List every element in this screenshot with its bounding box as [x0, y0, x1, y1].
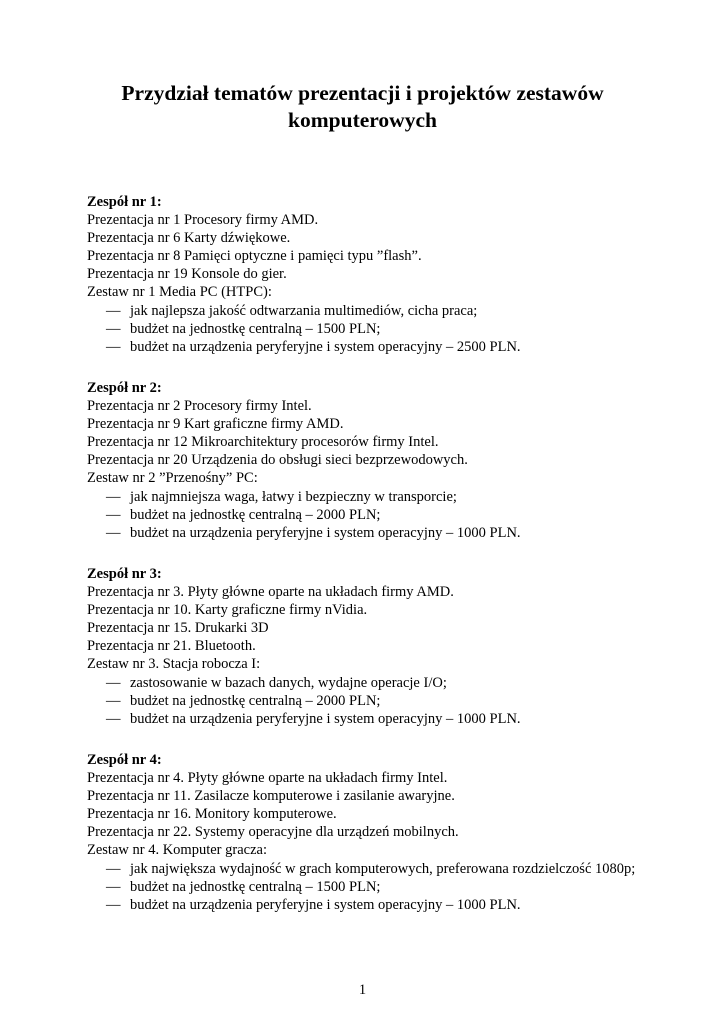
- presentation-item: Prezentacja nr 4. Płyty główne oparte na układach firmy Intel.: [87, 770, 448, 787]
- presentation-item: Prezentacja nr 3. Płyty główne oparte na układach firmy AMD.: [87, 584, 454, 601]
- dash-marker: —: [106, 506, 121, 523]
- requirement-text: budżet na jednostkę centralną – 1500 PLN;: [130, 878, 381, 895]
- presentation-item: Prezentacja nr 9 Kart graficzne firmy AMD.: [87, 416, 344, 433]
- presentation-item: Prezentacja nr 19 Konsole do gier.: [87, 266, 287, 283]
- presentation-item: Prezentacja nr 16. Monitory komputerowe.: [87, 806, 337, 823]
- dash-marker: —: [106, 896, 121, 913]
- team-heading: Zespół nr 4:: [87, 752, 162, 768]
- dash-marker: —: [106, 320, 121, 337]
- requirement-text: jak najlepsza jakość odtwarzania multimediów, cicha praca;: [130, 302, 478, 319]
- team-heading: Zespół nr 3:: [87, 566, 162, 582]
- requirement-item: [87, 674, 687, 692]
- page-number: 1: [358, 982, 367, 998]
- dash-marker: —: [106, 524, 121, 541]
- dash-marker: —: [106, 878, 121, 895]
- presentation-item: Prezentacja nr 8 Pamięci optyczne i pamięci typu ”flash”.: [87, 248, 422, 265]
- set-item: Zestaw nr 4. Komputer gracza:: [87, 842, 267, 859]
- team-heading: Zespół nr 1:: [87, 194, 162, 210]
- set-item: Zestaw nr 3. Stacja robocza I:: [87, 656, 261, 673]
- presentation-item: Prezentacja nr 21. Bluetooth.: [87, 638, 256, 655]
- requirement-item: [87, 320, 687, 338]
- presentation-item: Prezentacja nr 2 Procesory firmy Intel.: [87, 398, 312, 415]
- requirement-item: [87, 506, 687, 524]
- dash-marker: —: [106, 488, 121, 505]
- team-section-3: [87, 565, 687, 728]
- requirement-item: [87, 524, 687, 542]
- requirement-text: jak najmniejsza waga, łatwy i bezpieczny w transporcie;: [130, 488, 457, 505]
- team-section-2: [87, 379, 687, 542]
- presentation-item: Prezentacja nr 20 Urządzenia do obsługi sieci bezprzewodowych.: [87, 452, 468, 469]
- requirement-text: budżet na jednostkę centralną – 2000 PLN;: [130, 692, 381, 709]
- dash-marker: —: [106, 692, 121, 709]
- requirement-item: [87, 692, 687, 710]
- requirement-text: budżet na jednostkę centralną – 1500 PLN;: [130, 320, 381, 337]
- requirement-text: jak największa wydajność w grach komputerowych, preferowana rozdzielczość 1080p;: [130, 860, 636, 877]
- dash-marker: —: [106, 302, 121, 319]
- presentation-item: Prezentacja nr 11. Zasilacze komputerowe i zasilanie awaryjne.: [87, 788, 455, 805]
- requirement-item: [87, 860, 687, 878]
- requirement-text: budżet na urządzenia peryferyjne i system operacyjny – 2500 PLN.: [130, 338, 521, 355]
- requirement-item: [87, 878, 687, 896]
- requirement-text: budżet na urządzenia peryferyjne i system operacyjny – 1000 PLN.: [130, 710, 521, 727]
- title-line-1: Przydział tematów prezentacji i projektów zestawów: [121, 81, 604, 105]
- requirement-item: [87, 338, 687, 356]
- team-heading: Zespół nr 2:: [87, 380, 162, 396]
- requirement-item: [87, 896, 687, 914]
- title-line-2: komputerowych: [288, 108, 437, 132]
- document-title: [60, 80, 665, 134]
- team-section-4: [87, 751, 687, 914]
- presentation-item: Prezentacja nr 12 Mikroarchitektury procesorów firmy Intel.: [87, 434, 439, 451]
- set-item: Zestaw nr 2 ”Przenośny” PC:: [87, 470, 258, 487]
- team-section-1: [87, 193, 687, 356]
- requirement-text: budżet na jednostkę centralną – 2000 PLN;: [130, 506, 381, 523]
- presentation-item: Prezentacja nr 22. Systemy operacyjne dla urządzeń mobilnych.: [87, 824, 459, 841]
- dash-marker: —: [106, 338, 121, 355]
- presentation-item: Prezentacja nr 10. Karty graficzne firmy nVidia.: [87, 602, 368, 619]
- requirement-text: budżet na urządzenia peryferyjne i system operacyjny – 1000 PLN.: [130, 896, 521, 913]
- set-item: Zestaw nr 1 Media PC (HTPC):: [87, 284, 272, 301]
- dash-marker: —: [106, 710, 121, 727]
- dash-marker: —: [106, 674, 121, 691]
- presentation-item: Prezentacja nr 1 Procesory firmy AMD.: [87, 212, 319, 229]
- dash-marker: —: [106, 860, 121, 877]
- requirement-item: [87, 488, 687, 506]
- presentation-item: Prezentacja nr 15. Drukarki 3D: [87, 620, 269, 637]
- requirement-text: budżet na urządzenia peryferyjne i system operacyjny – 1000 PLN.: [130, 524, 521, 541]
- requirement-item: [87, 710, 687, 728]
- requirement-item: [87, 302, 687, 320]
- requirement-text: zastosowanie w bazach danych, wydajne operacje I/O;: [130, 674, 447, 691]
- presentation-item: Prezentacja nr 6 Karty dźwiękowe.: [87, 230, 291, 247]
